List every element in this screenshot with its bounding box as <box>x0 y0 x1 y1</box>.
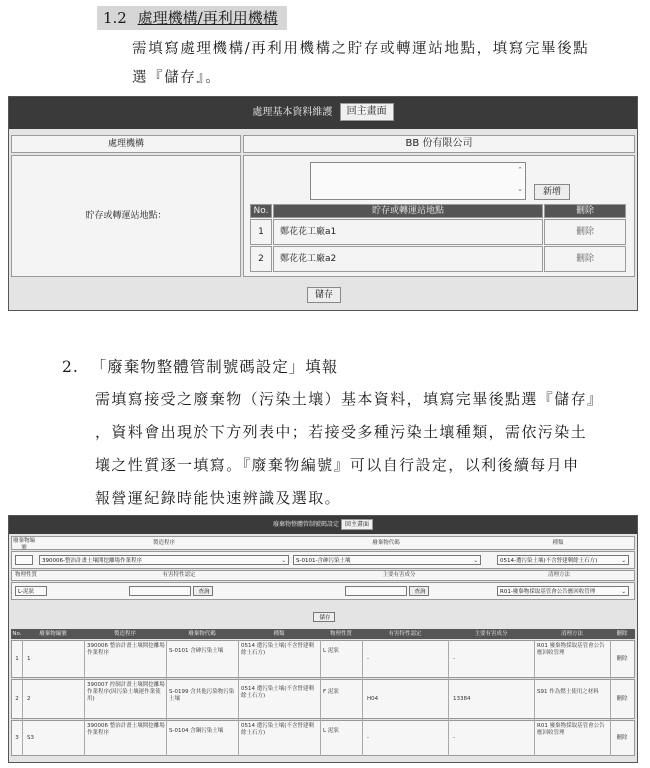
fig2-header-bar <box>9 516 637 534</box>
figure-2-screenshot <box>8 515 638 763</box>
fig2-row1-process: 390006 整治計畫土壤開挖離場作業程序 <box>87 643 165 656</box>
fig2-code-select-value: S-0101-含砷污染土壤 <box>296 558 351 564</box>
section-2-title: 「廢棄物整體管制號碼設定」填報 <box>90 358 339 376</box>
fig2-row2-hazard: H04 <box>367 696 379 702</box>
fig2-hazard-query-button[interactable]: 查詢 <box>193 586 213 596</box>
fig2-row3-physical: L 泥狀 <box>323 728 339 734</box>
fig2-list-hdr-delete: 刪除 <box>616 631 628 637</box>
column-divider <box>84 640 85 756</box>
section-2-line3: 壤之性質逐一填寫。『廢棄物編號』可以自行設定，以利後續每月申 <box>95 456 580 474</box>
fig2-row3-id: S3 <box>27 735 34 741</box>
chevron-down-icon: ⌄ <box>281 558 286 564</box>
fig2-row2-id: 2 <box>27 696 31 702</box>
fig2-row1-code: S-0101 含砷污染土壤 <box>169 648 224 654</box>
fig2-list-hdr-no: No. <box>12 631 22 637</box>
fig2-row3-delete[interactable]: 刪除 <box>616 735 628 741</box>
chevron-down-icon: ⌄ <box>621 589 626 595</box>
fig2-header-title: 廢棄物整體管制號碼設定 <box>273 521 340 528</box>
fig1-row2-delete[interactable]: 刪除 <box>544 246 626 272</box>
fig2-save-button[interactable]: 儲存 <box>313 612 335 622</box>
fig2-form-hdr-component: 主要有害成分 <box>382 572 416 578</box>
section-2-number: 2. <box>62 358 79 376</box>
fig2-row2-delete[interactable]: 刪除 <box>616 696 628 702</box>
fig2-form-hdr-code: 廢棄物代碼 <box>372 540 400 546</box>
fig1-col-delete: 刪除 <box>544 204 626 218</box>
fig2-row2-method: S91 作為燃土使用之材料 <box>537 689 599 695</box>
fig1-row1-delete[interactable]: 刪除 <box>544 219 626 245</box>
fig2-list-hdr-component: 主要有害成分 <box>474 631 508 637</box>
fig2-component-input[interactable] <box>345 586 407 596</box>
fig2-row1-id: 1 <box>27 656 31 662</box>
fig2-row2-type: 0514 遭污染土壤(不含營建剩餘土石方) <box>241 686 314 699</box>
fig2-hazard-input[interactable] <box>129 586 191 596</box>
fig1-col-location: 貯存或轉運站地點 <box>273 204 543 218</box>
scroll-down-icon[interactable]: ⌄ <box>517 185 523 193</box>
fig2-physical-select-value: L-泥狀 <box>18 589 34 595</box>
fig2-row2-component: 13384 <box>453 696 471 702</box>
fig1-col-no: No. <box>250 204 272 218</box>
section-1-desc-line2: 選『儲存』。 <box>132 70 222 86</box>
fig1-row1-no: 1 <box>250 219 272 245</box>
fig1-row1-name: 鄭花花工廠a1 <box>273 219 543 245</box>
section-2-line4: 報營運紀錄時能快速辨識及選取。 <box>95 489 342 507</box>
fig2-row1-no: 1 <box>15 656 19 662</box>
fig2-type-select-value: 0514-遭污染土壤(不含營建剩餘土石方) <box>500 558 598 564</box>
fig1-home-button[interactable]: 回主畫面 <box>340 103 394 121</box>
column-divider <box>238 640 239 756</box>
fig2-process-select-value: 390006-整治計畫土壤開挖離場作業程序 <box>42 558 142 564</box>
fig2-form-hdr-id: 廢棄物編號 <box>13 538 36 551</box>
column-divider <box>22 640 23 756</box>
section-1-number: 1.2 <box>103 9 127 27</box>
fig2-row3-code: S-0104 含鋼污染土壤 <box>169 728 224 734</box>
chevron-down-icon: ⌄ <box>473 558 478 564</box>
section-1-heading <box>97 6 287 30</box>
column-divider <box>534 640 535 756</box>
fig2-row3-hazard: - <box>367 735 369 741</box>
column-divider <box>320 640 321 756</box>
column-divider <box>610 640 611 756</box>
fig2-row3-process: 390006 整治計畫土壤開挖離場作業程序 <box>87 723 165 736</box>
fig2-list-hdr-process: 製造程序 <box>113 631 136 637</box>
fig2-list-hdr-physical: 物理性質 <box>329 631 352 637</box>
fig1-org-value: BB 份有限公司 <box>243 135 635 153</box>
fig2-form-hdr-process: 製造程序 <box>152 540 175 546</box>
fig2-physical-select[interactable] <box>15 586 47 596</box>
fig1-row2-no: 2 <box>250 246 272 272</box>
fig2-component-query-button[interactable]: 查詢 <box>409 586 429 596</box>
section-2-heading <box>62 355 338 377</box>
fig2-method-select[interactable] <box>497 586 629 596</box>
fig2-row1-hazard: - <box>367 656 369 662</box>
fig2-home-button[interactable]: 回主畫面 <box>341 519 373 530</box>
fig2-row2-code: S-0199 含其他污染物污染土壤 <box>169 689 235 702</box>
fig2-form-hdr-type: 種類 <box>552 540 564 546</box>
section-1-title: 處理機構/再利用機構 <box>137 9 278 27</box>
fig2-row2-no: 2 <box>15 696 19 702</box>
fig2-form-hdr-method: 清理方法 <box>547 572 570 578</box>
fig2-form-hdr-physical: 物理性質 <box>14 572 37 578</box>
fig1-location-textarea[interactable] <box>310 162 526 200</box>
fig2-row1-delete[interactable]: 刪除 <box>616 656 628 662</box>
fig2-list-hdr-type: 種類 <box>273 631 285 637</box>
fig2-row1-physical: L 泥狀 <box>323 648 339 654</box>
fig2-list-hdr-code: 廢棄物代碼 <box>188 631 216 637</box>
column-divider <box>362 640 363 756</box>
fig2-list-hdr-hazard: 有害特性認定 <box>388 631 422 637</box>
fig1-location-panel <box>243 155 635 277</box>
section-2-line2: ，資料會出現於下方列表中；若接受多種污染土壤種類，需依污染土 <box>95 423 588 441</box>
fig2-form-hdr-hazard: 有害特性認定 <box>162 572 196 578</box>
scroll-up-icon[interactable]: ⌃ <box>517 166 523 174</box>
fig2-row3-component: - <box>453 735 455 741</box>
fig1-location-label: 貯存或轉運站地點： <box>11 155 241 277</box>
column-divider <box>166 640 167 756</box>
fig2-list-hdr-method: 清理方法 <box>560 631 583 637</box>
fig2-row1-component: - <box>453 656 455 662</box>
fig2-row3-type: 0514 遭污染土壤(不含營建剩餘土石方) <box>241 723 314 736</box>
fig2-method-select-value: R01-廢棄物採取基管會公告應回收管理 <box>500 589 596 595</box>
fig2-list-hdr-id: 廢棄物編號 <box>39 631 67 637</box>
fig2-row1-method: R01 廢棄物採取基管會公告應回收管理 <box>537 643 605 656</box>
fig2-row2-process: 390007 控制計畫土壤開挖離場作業程序(因污染土壤運作業使用) <box>87 682 165 702</box>
fig2-process-select[interactable] <box>39 555 289 565</box>
fig2-row3-method: R01 廢棄物採取基管會公告應回收管理 <box>537 723 605 736</box>
fig1-header-bar <box>9 97 637 129</box>
section-1-desc-line1: 需填寫處理機構/再利用機構之貯存或轉運站地點，填寫完畢後點 <box>132 41 590 57</box>
fig2-row2-physical: F 泥狀 <box>323 689 339 695</box>
chevron-down-icon: ⌄ <box>621 558 626 564</box>
fig1-add-button[interactable]: 新增 <box>534 184 570 200</box>
section-2-line1: 需填寫接受之廢棄物（污染土壤）基本資料，填寫完畢後點選『儲存』 <box>95 390 604 408</box>
fig1-save-button[interactable]: 儲存 <box>307 287 341 303</box>
figure-1-screenshot <box>8 96 638 311</box>
column-divider <box>448 640 449 756</box>
fig2-id-input[interactable] <box>15 555 33 565</box>
fig2-code-select[interactable] <box>293 555 481 565</box>
fig2-row1-type: 0514 遭污染土壤(不含營建剩餘土石方) <box>241 643 314 656</box>
fig1-org-label: 處理機構 <box>11 135 241 153</box>
fig1-row2-name: 鄭花花工廠a2 <box>273 246 543 272</box>
fig2-row3-no: 3 <box>15 735 19 741</box>
fig1-header-title: 處理基本資料維護 <box>252 107 333 118</box>
fig2-type-select[interactable] <box>497 555 629 565</box>
